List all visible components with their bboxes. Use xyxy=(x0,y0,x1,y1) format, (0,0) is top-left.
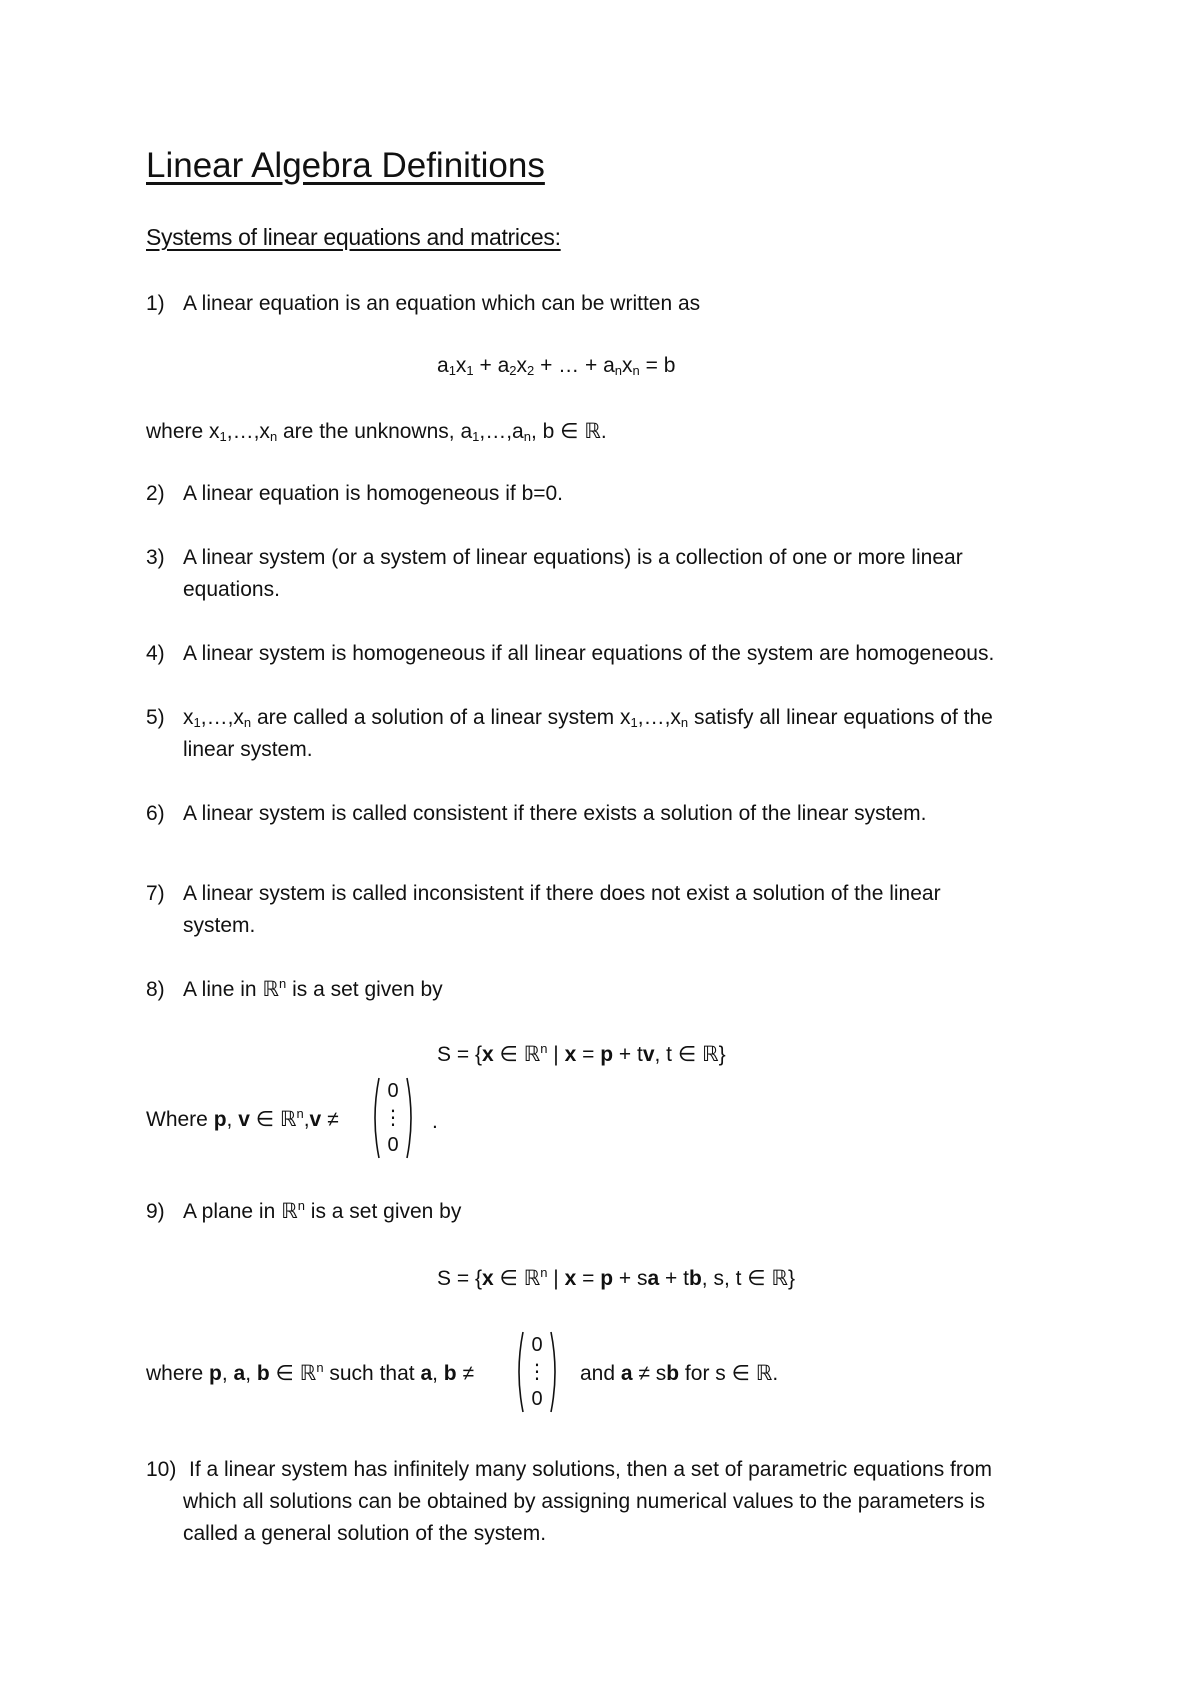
item-text: A linear equation is an equation which can be written as xyxy=(183,292,701,315)
item-text: A linear system is called consistent if there exists a solution of the linear system. xyxy=(183,802,927,825)
plane-set-formula: S = {x ∈ ℝ$^n$ | x = p + sa + tb, s, t ∈ ℝ} xyxy=(437,1265,796,1290)
section-heading: Systems of linear equations and matrices: xyxy=(146,224,561,250)
right-parenthesis-icon xyxy=(406,1076,416,1160)
item-text: A line in ℝ$^n$ is a set given by xyxy=(183,976,443,1001)
item-number: 2) xyxy=(146,482,165,505)
right-parenthesis-icon xyxy=(550,1330,560,1414)
item-text: A linear equation is homogeneous if b=0. xyxy=(183,482,564,505)
item-number: 1) xyxy=(146,292,165,315)
item-number: 9) xyxy=(146,1200,165,1223)
where-clause-9-tail: and a ≠ sb for s ∈ ℝ. xyxy=(580,1362,779,1385)
zero-vector xyxy=(370,1076,416,1160)
vector-entry-middle: ⋮ xyxy=(383,1107,403,1129)
line-set-formula: S = {x ∈ ℝ$^n$ | x = p + tv, t ∈ ℝ} xyxy=(437,1041,726,1066)
item-text-line: called a general solution of the system. xyxy=(183,1522,547,1545)
vector-entry-top: 0 xyxy=(387,1080,399,1102)
vector-entry-middle: ⋮ xyxy=(527,1361,547,1383)
item-text-line: $x_1,\dots,x_n$ are called a solution of a linear system $x_1,\dots,x_n$ satisfy all linear equations of the xyxy=(183,706,993,730)
item-text-line: A linear system (or a system of linear equations) is a collection of one or more linear xyxy=(183,546,963,569)
item-number: 10) xyxy=(146,1458,177,1481)
item-number: 7) xyxy=(146,882,165,905)
zero-vector xyxy=(514,1330,560,1414)
item-number: 4) xyxy=(146,642,165,665)
where-clause-8: Where p, v ∈ ℝ$^n$,v ≠ xyxy=(146,1106,339,1131)
item-text-line: system. xyxy=(183,914,256,937)
item-number: 6) xyxy=(146,802,165,825)
item-number: 5) xyxy=(146,706,165,729)
item-number: 8) xyxy=(146,978,165,1001)
item-text-line: equations. xyxy=(183,578,280,601)
item-text-line: linear system. xyxy=(183,738,313,761)
trailing-period: . xyxy=(432,1110,438,1133)
item-text-line: A linear system is called inconsistent if there does not exist a solution of the linear xyxy=(183,882,941,905)
item-text: A linear system is homogeneous if all linear equations of the system are homogeneous. xyxy=(183,642,995,665)
item-text: A plane in ℝ$^n$ is a set given by xyxy=(183,1198,462,1223)
page-title: Linear Algebra Definitions xyxy=(146,146,545,185)
item-text-line: If a linear system has infinitely many solutions, then a set of parametric equations from xyxy=(189,1458,993,1481)
where-clause-1: where $x_1,\dots,x_n$ are the unknowns, $a_1,\dots,a_n$, b ∈ ℝ. xyxy=(146,420,607,444)
where-clause-9: where p, a, b ∈ ℝ$^n$ such that a, b ≠ xyxy=(146,1360,474,1385)
linear-equation-formula: $a_1x_1 + a_2x_2$ + … + $a_nx_n = b$ xyxy=(437,354,676,378)
item-number: 3) xyxy=(146,546,165,569)
vector-entry-top: 0 xyxy=(531,1334,543,1356)
vector-entry-bottom: 0 xyxy=(387,1134,399,1156)
vector-entry-bottom: 0 xyxy=(531,1388,543,1410)
item-text-line: which all solutions can be obtained by assigning numerical values to the parameters is xyxy=(183,1490,985,1513)
